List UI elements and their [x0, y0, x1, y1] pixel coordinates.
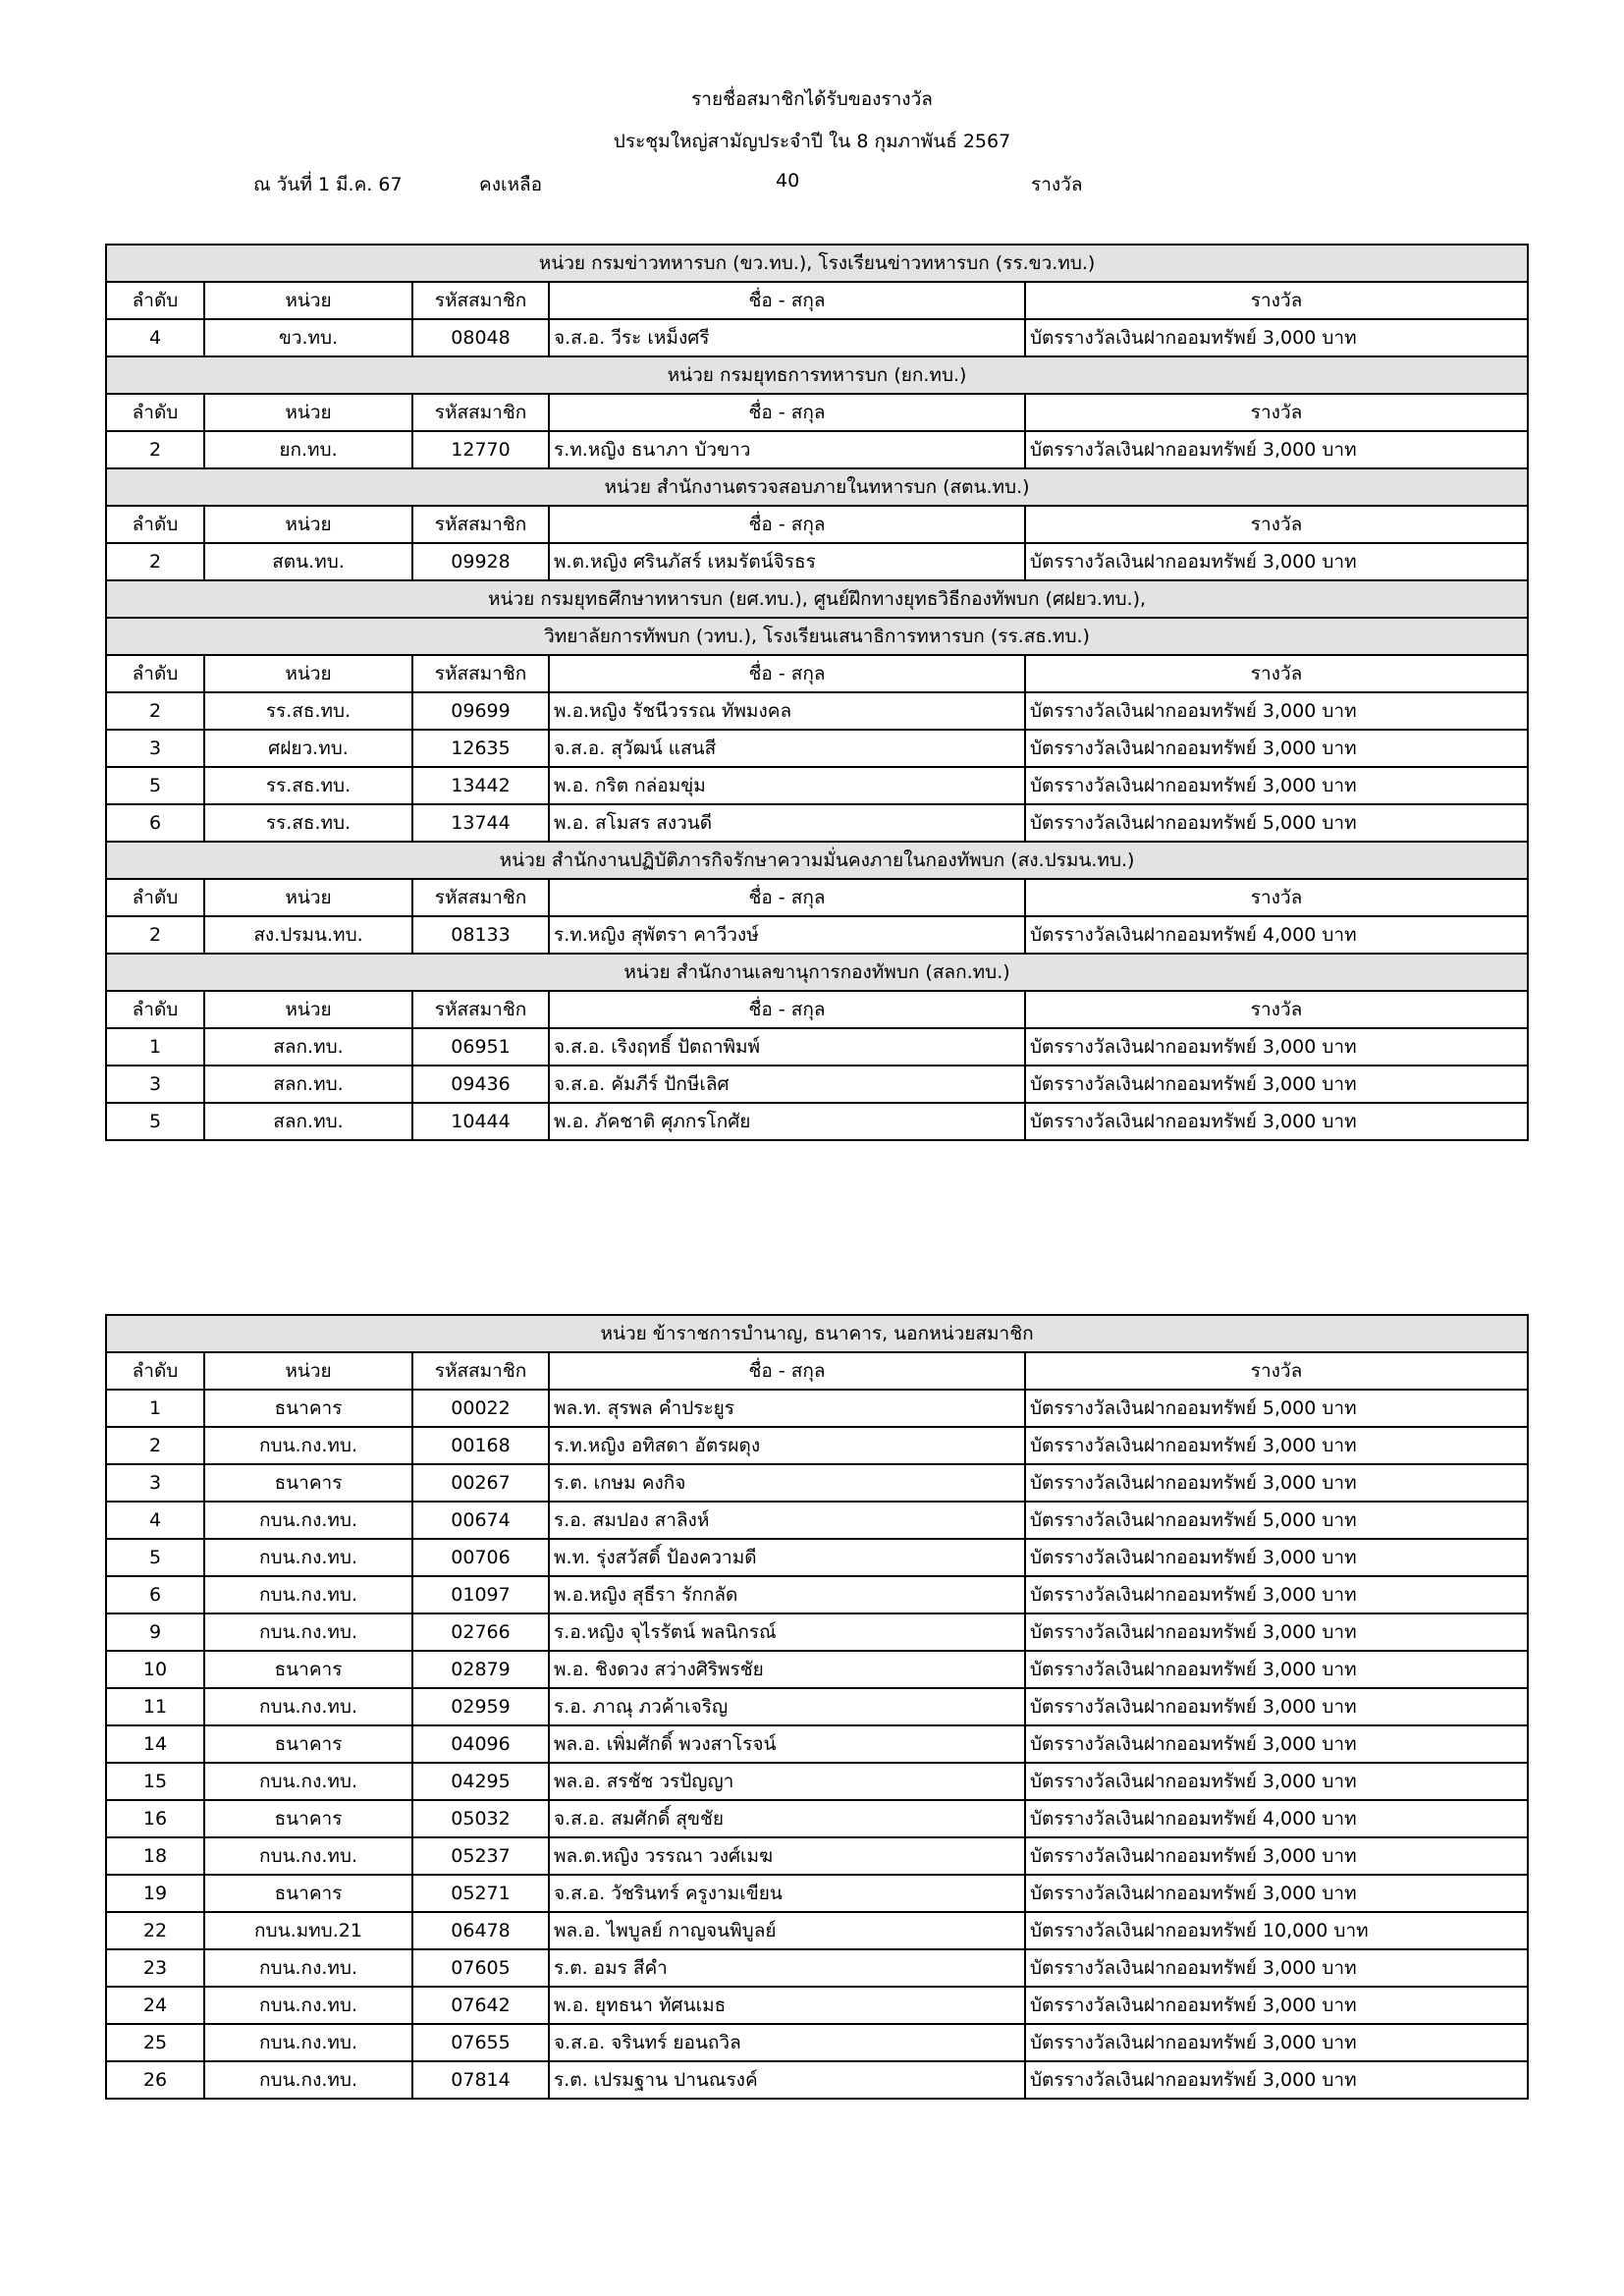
unit-cell: กบน.กง.ทบ. [204, 1613, 412, 1651]
prize-cell: บัตรรางวัลเงินฝากออมทรัพย์ 3,000 บาท [1025, 1103, 1528, 1140]
col-header-name: ชื่อ - สกุล [549, 282, 1025, 319]
name-cell: จ.ส.อ. จรินทร์ ยอนถวิล [549, 2024, 1025, 2061]
date-label: ณ วันที่ 1 มี.ค. 67 [253, 174, 403, 195]
col-header-unit: หน่วย [204, 879, 412, 916]
unit-cell: ยก.ทบ. [204, 431, 412, 468]
prize-table-units [105, 244, 1529, 1141]
order-cell: 16 [106, 1800, 204, 1837]
table-row [106, 319, 1528, 356]
name-cell: พล.อ. เพิ่มศักดิ์ พวงสาโรจน์ [549, 1725, 1025, 1763]
col-header-prize: รางวัล [1025, 655, 1528, 692]
col-header-order: ลำดับ [106, 879, 204, 916]
col-header-name: ชื่อ - สกุล [549, 1352, 1025, 1390]
prize-cell: บัตรรางวัลเงินฝากออมทรัพย์ 3,000 บาท [1025, 1987, 1528, 2024]
prize-cell: บัตรรางวัลเงินฝากออมทรัพย์ 3,000 บาท [1025, 1837, 1528, 1875]
col-header-prize: รางวัล [1025, 506, 1528, 543]
member-id-cell: 05271 [412, 1875, 549, 1912]
prize-cell: บัตรรางวัลเงินฝากออมทรัพย์ 4,000 บาท [1025, 1800, 1528, 1837]
order-cell: 1 [106, 1390, 204, 1427]
col-header-name: ชื่อ - สกุล [549, 394, 1025, 431]
table-row [106, 1837, 1528, 1875]
col-header-member-id: รหัสสมาชิก [412, 282, 549, 319]
prize-cell: บัตรรางวัลเงินฝากออมทรัพย์ 3,000 บาท [1025, 1066, 1528, 1103]
col-header-member-id: รหัสสมาชิก [412, 394, 549, 431]
table-row [106, 1763, 1528, 1800]
member-id-cell: 00022 [412, 1390, 549, 1427]
name-cell: พล.ท. สุรพล คำประยูร [549, 1390, 1025, 1427]
order-cell: 3 [106, 1464, 204, 1502]
order-cell: 26 [106, 2061, 204, 2099]
name-cell: จ.ส.อ. วัชรินทร์ ครูงามเขียน [549, 1875, 1025, 1912]
order-cell: 18 [106, 1837, 204, 1875]
col-header-name: ชื่อ - สกุล [549, 655, 1025, 692]
member-id-cell: 05237 [412, 1837, 549, 1875]
member-id-cell: 07655 [412, 2024, 549, 2061]
prize-cell: บัตรรางวัลเงินฝากออมทรัพย์ 3,000 บาท [1025, 431, 1528, 468]
col-header-order: ลำดับ [106, 655, 204, 692]
column-header-row [106, 506, 1528, 543]
col-header-prize: รางวัล [1025, 991, 1528, 1028]
member-id-cell: 05032 [412, 1800, 549, 1837]
name-cell: ร.ท.หญิง สุพัตรา คาวีวงษ์ [549, 916, 1025, 954]
unit-cell: ธนาคาร [204, 1651, 412, 1688]
member-id-cell: 04096 [412, 1725, 549, 1763]
prize-table-pension-bank [105, 1314, 1529, 2100]
table-row [106, 1875, 1528, 1912]
member-id-cell: 07605 [412, 1949, 549, 1987]
member-id-cell: 07814 [412, 2061, 549, 2099]
unit-cell: กบน.กง.ทบ. [204, 2024, 412, 2061]
col-header-name: ชื่อ - สกุล [549, 879, 1025, 916]
name-cell: พล.ต.หญิง วรรณา วงศ์เมฆ [549, 1837, 1025, 1875]
order-cell: 3 [106, 1066, 204, 1103]
table-row [106, 1464, 1528, 1502]
unit-cell: รร.สธ.ทบ. [204, 767, 412, 804]
member-id-cell: 00267 [412, 1464, 549, 1502]
table-row [106, 1539, 1528, 1576]
table-row [106, 692, 1528, 730]
col-header-name: ชื่อ - สกุล [549, 991, 1025, 1028]
name-cell: พ.อ. สโมสร สงวนดี [549, 804, 1025, 842]
order-cell: 6 [106, 1576, 204, 1613]
order-cell: 1 [106, 1028, 204, 1066]
section-heading: หน่วย สำนักงานเลขานุการกองทัพบก (สลก.ทบ.) [106, 954, 1528, 991]
unit-cell: สลก.ทบ. [204, 1103, 412, 1140]
name-cell: ร.อ. สมปอง สาลิงห์ [549, 1502, 1025, 1539]
unit-cell: สลก.ทบ. [204, 1066, 412, 1103]
prize-cell: บัตรรางวัลเงินฝากออมทรัพย์ 3,000 บาท [1025, 319, 1528, 356]
order-cell: 24 [106, 1987, 204, 2024]
unit-cell: กบน.กง.ทบ. [204, 2061, 412, 2099]
name-cell: จ.ส.อ. สุวัฒน์ แสนสี [549, 730, 1025, 767]
unit-cell: กบน.กง.ทบ. [204, 1502, 412, 1539]
member-id-cell: 13744 [412, 804, 549, 842]
table-row [106, 543, 1528, 580]
unit-cell: กบน.กง.ทบ. [204, 1837, 412, 1875]
col-header-unit: หน่วย [204, 506, 412, 543]
name-cell: พ.อ.หญิง สุธีรา รักกลัด [549, 1576, 1025, 1613]
order-cell: 2 [106, 916, 204, 954]
unit-cell: ธนาคาร [204, 1390, 412, 1427]
unit-cell: กบน.กง.ทบ. [204, 1688, 412, 1725]
page-subtitle: ประชุมใหญ่สามัญประจำปี ใน 8 กุมภาพันธ์ 2567 [613, 131, 1011, 152]
member-id-cell: 00674 [412, 1502, 549, 1539]
prize-cell: บัตรรางวัลเงินฝากออมทรัพย์ 4,000 บาท [1025, 916, 1528, 954]
prize-cell: บัตรรางวัลเงินฝากออมทรัพย์ 5,000 บาท [1025, 1390, 1528, 1427]
column-header-row [106, 991, 1528, 1028]
unit-cell: กบน.กง.ทบ. [204, 1427, 412, 1464]
order-cell: 9 [106, 1613, 204, 1651]
order-cell: 5 [106, 767, 204, 804]
order-cell: 4 [106, 1502, 204, 1539]
name-cell: ร.ต. เปรมฐาน ปานณรงค์ [549, 2061, 1025, 2099]
table-row [106, 1066, 1528, 1103]
col-header-unit: หน่วย [204, 1352, 412, 1390]
prize-cell: บัตรรางวัลเงินฝากออมทรัพย์ 3,000 บาท [1025, 1763, 1528, 1800]
table-row [106, 1912, 1528, 1949]
prize-cell: บัตรรางวัลเงินฝากออมทรัพย์ 3,000 บาท [1025, 1539, 1528, 1576]
col-header-member-id: รหัสสมาชิก [412, 506, 549, 543]
section-heading: หน่วย กรมยุทธศึกษาทหารบก (ยศ.ทบ.), ศูนย์ฝึกทางยุทธวิธีกองทัพบก (ศฝยว.ทบ.), [106, 580, 1528, 618]
member-id-cell: 10444 [412, 1103, 549, 1140]
member-id-cell: 00168 [412, 1427, 549, 1464]
name-cell: ร.ต. เกษม คงกิจ [549, 1464, 1025, 1502]
col-header-order: ลำดับ [106, 394, 204, 431]
col-header-prize: รางวัล [1025, 394, 1528, 431]
order-cell: 19 [106, 1875, 204, 1912]
table-row [106, 1688, 1528, 1725]
table-row [106, 1800, 1528, 1837]
col-header-order: ลำดับ [106, 991, 204, 1028]
prize-cell: บัตรรางวัลเงินฝากออมทรัพย์ 3,000 บาท [1025, 2024, 1528, 2061]
col-header-order: ลำดับ [106, 282, 204, 319]
section-heading-row [106, 245, 1528, 282]
table-row [106, 431, 1528, 468]
table-row [106, 730, 1528, 767]
col-header-member-id: รหัสสมาชิก [412, 655, 549, 692]
unit-cell: กบน.มทบ.21 [204, 1912, 412, 1949]
member-id-cell: 02766 [412, 1613, 549, 1651]
col-header-unit: หน่วย [204, 394, 412, 431]
column-header-row [106, 394, 1528, 431]
unit-cell: รร.สธ.ทบ. [204, 804, 412, 842]
prize-cell: บัตรรางวัลเงินฝากออมทรัพย์ 3,000 บาท [1025, 1427, 1528, 1464]
prize-cell: บัตรรางวัลเงินฝากออมทรัพย์ 3,000 บาท [1025, 1464, 1528, 1502]
name-cell: พล.อ. ไพบูลย์ กาญจนพิบูลย์ [549, 1912, 1025, 1949]
member-id-cell: 06478 [412, 1912, 549, 1949]
prize-cell: บัตรรางวัลเงินฝากออมทรัพย์ 3,000 บาท [1025, 1576, 1528, 1613]
section-heading-row [106, 356, 1528, 394]
col-header-member-id: รหัสสมาชิก [412, 1352, 549, 1390]
column-header-row [106, 879, 1528, 916]
table-row [106, 1028, 1528, 1066]
col-header-member-id: รหัสสมาชิก [412, 879, 549, 916]
column-header-row [106, 1352, 1528, 1390]
table-row [106, 1502, 1528, 1539]
name-cell: จ.ส.อ. เริงฤทธิ์ ปัตถาพิมพ์ [549, 1028, 1025, 1066]
col-header-unit: หน่วย [204, 282, 412, 319]
table-row [106, 1427, 1528, 1464]
table-row [106, 804, 1528, 842]
unit-label: รางวัล [1031, 174, 1083, 195]
name-cell: จ.ส.อ. วีระ เหม็งศรี [549, 319, 1025, 356]
name-cell: พ.อ. ยุทธนา ทัศนเมธ [549, 1987, 1025, 2024]
table-row [106, 1725, 1528, 1763]
section-heading-row [106, 1315, 1528, 1352]
order-cell: 4 [106, 319, 204, 356]
unit-cell: ธนาคาร [204, 1875, 412, 1912]
section-heading: หน่วย กรมข่าวทหารบก (ขว.ทบ.), โรงเรียนข่าวทหารบก (รร.ขว.ทบ.) [106, 245, 1528, 282]
member-id-cell: 02879 [412, 1651, 549, 1688]
col-header-prize: รางวัล [1025, 879, 1528, 916]
order-cell: 2 [106, 431, 204, 468]
order-cell: 14 [106, 1725, 204, 1763]
unit-cell: สลก.ทบ. [204, 1028, 412, 1066]
col-header-prize: รางวัล [1025, 282, 1528, 319]
name-cell: พ.อ. กริต กล่อมขุ่ม [549, 767, 1025, 804]
member-id-cell: 00706 [412, 1539, 549, 1576]
prize-cell: บัตรรางวัลเงินฝากออมทรัพย์ 3,000 บาท [1025, 1949, 1528, 1987]
unit-cell: สตน.ทบ. [204, 543, 412, 580]
order-cell: 2 [106, 692, 204, 730]
order-cell: 6 [106, 804, 204, 842]
prize-cell: บัตรรางวัลเงินฝากออมทรัพย์ 5,000 บาท [1025, 804, 1528, 842]
order-cell: 2 [106, 543, 204, 580]
unit-cell: ธนาคาร [204, 1800, 412, 1837]
table-row [106, 2061, 1528, 2099]
member-id-cell: 08048 [412, 319, 549, 356]
name-cell: ร.อ. ภาณุ ภวค้าเจริญ [549, 1688, 1025, 1725]
member-id-cell: 13442 [412, 767, 549, 804]
prize-cell: บัตรรางวัลเงินฝากออมทรัพย์ 3,000 บาท [1025, 1651, 1528, 1688]
order-cell: 25 [106, 2024, 204, 2061]
prize-cell: บัตรรางวัลเงินฝากออมทรัพย์ 10,000 บาท [1025, 1912, 1528, 1949]
col-header-prize: รางวัล [1025, 1352, 1528, 1390]
table-row [106, 1949, 1528, 1987]
section-heading-row [106, 954, 1528, 991]
member-id-cell: 09436 [412, 1066, 549, 1103]
order-cell: 2 [106, 1427, 204, 1464]
member-id-cell: 07642 [412, 1987, 549, 2024]
page-title: รายชื่อสมาชิกได้รับของรางวัล [691, 88, 933, 110]
member-id-cell: 01097 [412, 1576, 549, 1613]
col-header-member-id: รหัสสมาชิก [412, 991, 549, 1028]
unit-cell: สง.ปรมน.ทบ. [204, 916, 412, 954]
table-row [106, 1987, 1528, 2024]
column-header-row [106, 655, 1528, 692]
table-row [106, 1576, 1528, 1613]
name-cell: พล.อ. สรชัช วรปัญญา [549, 1763, 1025, 1800]
remaining-label: คงเหลือ [479, 174, 543, 195]
table-row [106, 1651, 1528, 1688]
prize-cell: บัตรรางวัลเงินฝากออมทรัพย์ 3,000 บาท [1025, 1688, 1528, 1725]
prize-cell: บัตรรางวัลเงินฝากออมทรัพย์ 3,000 บาท [1025, 543, 1528, 580]
section-heading-row [106, 580, 1528, 618]
name-cell: จ.ส.อ. สมศักดิ์ สุขชัย [549, 1800, 1025, 1837]
name-cell: พ.ต.หญิง ศรินภัสร์ เหมรัตน์จิรธร [549, 543, 1025, 580]
col-header-order: ลำดับ [106, 506, 204, 543]
order-cell: 5 [106, 1539, 204, 1576]
order-cell: 15 [106, 1763, 204, 1800]
unit-cell: กบน.กง.ทบ. [204, 1987, 412, 2024]
prize-cell: บัตรรางวัลเงินฝากออมทรัพย์ 3,000 บาท [1025, 692, 1528, 730]
col-header-unit: หน่วย [204, 655, 412, 692]
order-cell: 23 [106, 1949, 204, 1987]
section-heading: หน่วย กรมยุทธการทหารบก (ยก.ทบ.) [106, 356, 1528, 394]
member-id-cell: 09699 [412, 692, 549, 730]
table-row [106, 2024, 1528, 2061]
prize-cell: บัตรรางวัลเงินฝากออมทรัพย์ 3,000 บาท [1025, 1725, 1528, 1763]
table-row [106, 916, 1528, 954]
name-cell: ร.ท.หญิง ธนาภา บัวขาว [549, 431, 1025, 468]
section-heading: หน่วย ข้าราชการบำนาญ, ธนาคาร, นอกหน่วยสมาชิก [106, 1315, 1528, 1352]
table-row [106, 1103, 1528, 1140]
section-heading: วิทยาลัยการทัพบก (วทบ.), โรงเรียนเสนาธิการทหารบก (รร.สธ.ทบ.) [106, 618, 1528, 655]
prize-cell: บัตรรางวัลเงินฝากออมทรัพย์ 3,000 บาท [1025, 2061, 1528, 2099]
unit-cell: ขว.ทบ. [204, 319, 412, 356]
table-row [106, 767, 1528, 804]
section-heading-row [106, 468, 1528, 506]
name-cell: พ.อ.หญิง รัชนีวรรณ ทัพมงคล [549, 692, 1025, 730]
section-heading-row [106, 842, 1528, 879]
col-header-name: ชื่อ - สกุล [549, 506, 1025, 543]
member-id-cell: 09928 [412, 543, 549, 580]
member-id-cell: 06951 [412, 1028, 549, 1066]
unit-cell: กบน.กง.ทบ. [204, 1949, 412, 1987]
order-cell: 11 [106, 1688, 204, 1725]
member-id-cell: 04295 [412, 1763, 549, 1800]
member-id-cell: 08133 [412, 916, 549, 954]
prize-cell: บัตรรางวัลเงินฝากออมทรัพย์ 3,000 บาท [1025, 767, 1528, 804]
unit-cell: รร.สธ.ทบ. [204, 692, 412, 730]
name-cell: ร.ท.หญิง อทิสดา อัตรผดุง [549, 1427, 1025, 1464]
prize-cell: บัตรรางวัลเงินฝากออมทรัพย์ 3,000 บาท [1025, 1028, 1528, 1066]
prize-cell: บัตรรางวัลเงินฝากออมทรัพย์ 5,000 บาท [1025, 1502, 1528, 1539]
name-cell: พ.ท. รุ่งสวัสดิ์ ป้องความดี [549, 1539, 1025, 1576]
prize-cell: บัตรรางวัลเงินฝากออมทรัพย์ 3,000 บาท [1025, 730, 1528, 767]
name-cell: พ.อ. ภัคชาติ ศุภกรโกศัย [549, 1103, 1025, 1140]
prize-cell: บัตรรางวัลเงินฝากออมทรัพย์ 3,000 บาท [1025, 1875, 1528, 1912]
name-cell: ร.ต. อมร สีคำ [549, 1949, 1025, 1987]
name-cell: จ.ส.อ. คัมภีร์ ปักษีเลิศ [549, 1066, 1025, 1103]
section-heading: หน่วย สำนักงานตรวจสอบภายในทหารบก (สตน.ทบ.) [106, 468, 1528, 506]
col-header-unit: หน่วย [204, 991, 412, 1028]
unit-cell: กบน.กง.ทบ. [204, 1576, 412, 1613]
unit-cell: ธนาคาร [204, 1464, 412, 1502]
table-row [106, 1390, 1528, 1427]
column-header-row [106, 282, 1528, 319]
table-row [106, 1613, 1528, 1651]
order-cell: 22 [106, 1912, 204, 1949]
prize-cell: บัตรรางวัลเงินฝากออมทรัพย์ 3,000 บาท [1025, 1613, 1528, 1651]
member-id-cell: 12770 [412, 431, 549, 468]
col-header-order: ลำดับ [106, 1352, 204, 1390]
member-id-cell: 12635 [412, 730, 549, 767]
member-id-cell: 02959 [412, 1688, 549, 1725]
unit-cell: ศฝยว.ทบ. [204, 730, 412, 767]
section-heading: หน่วย สำนักงานปฏิบัติภารกิจรักษาความมั่นคงภายในกองทัพบก (สง.ปรมน.ทบ.) [106, 842, 1528, 879]
unit-cell: ธนาคาร [204, 1725, 412, 1763]
unit-cell: กบน.กง.ทบ. [204, 1539, 412, 1576]
name-cell: ร.อ.หญิง จุไรรัตน์ พลนิกรณ์ [549, 1613, 1025, 1651]
order-cell: 5 [106, 1103, 204, 1140]
name-cell: พ.อ. ชิงดวง สว่างศิริพรชัย [549, 1651, 1025, 1688]
order-cell: 3 [106, 730, 204, 767]
unit-cell: กบน.กง.ทบ. [204, 1763, 412, 1800]
section-heading-row [106, 618, 1528, 655]
remaining-count: 40 [776, 170, 800, 191]
order-cell: 10 [106, 1651, 204, 1688]
